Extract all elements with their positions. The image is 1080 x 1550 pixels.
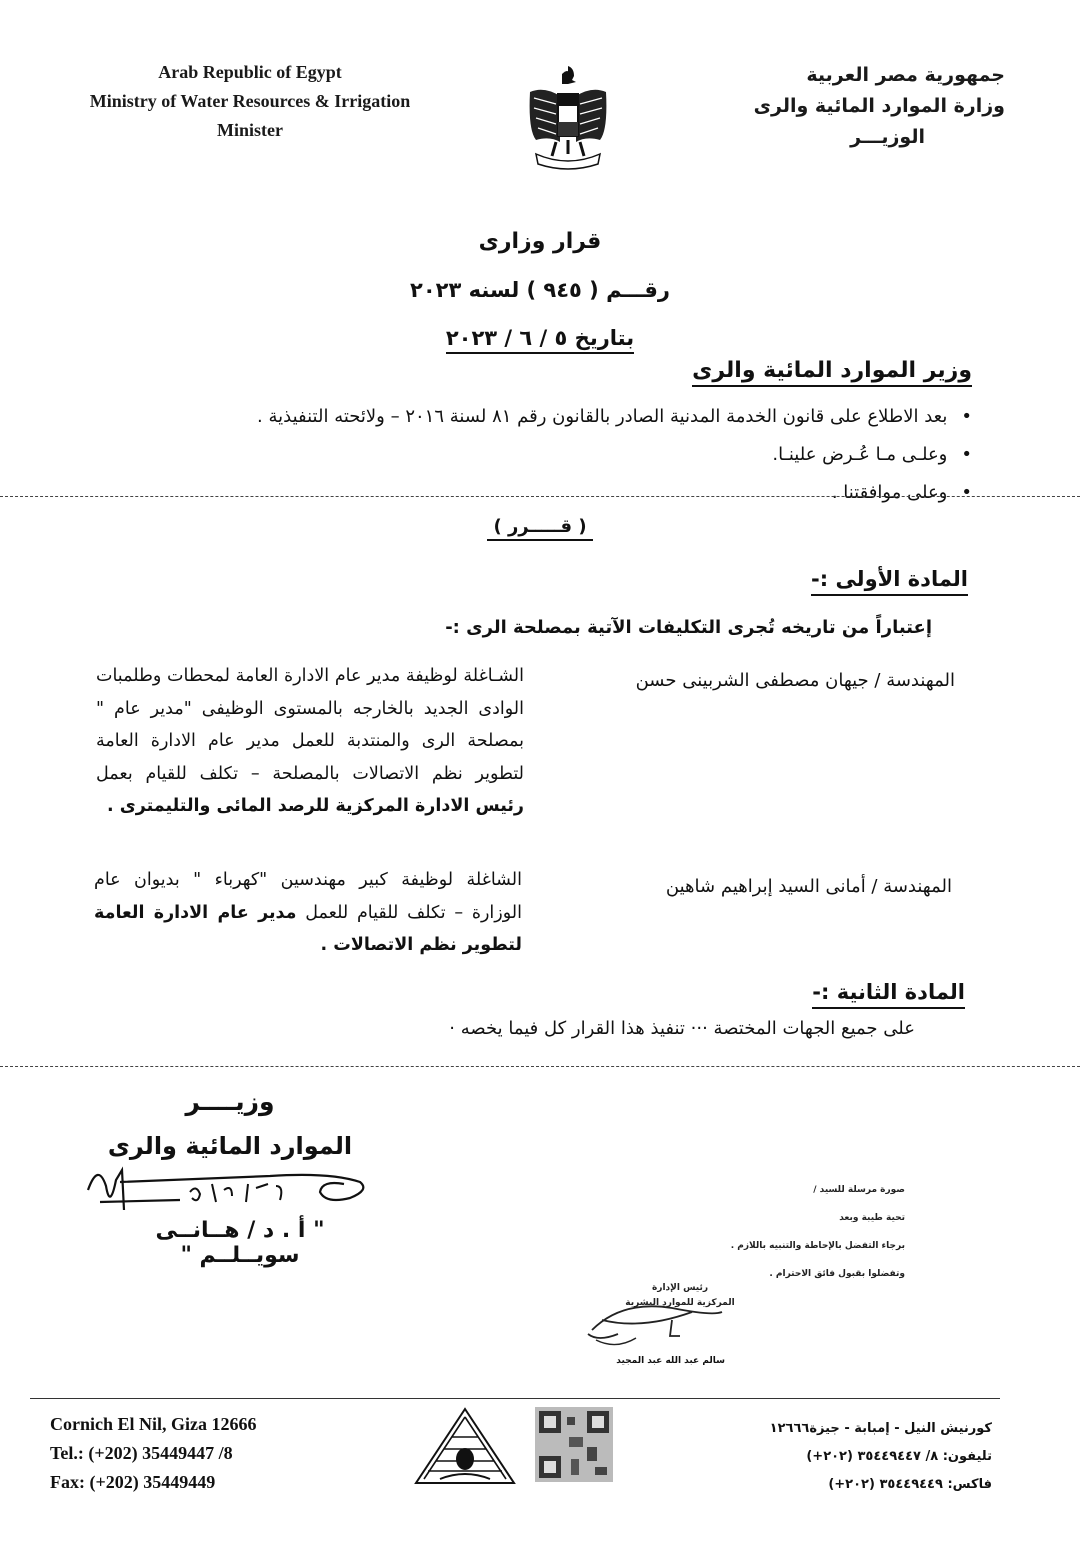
article-1-intro: إعتباراً من تاريخه تُجرى التكليفات الآتية بمصلحة الرى :- [445,617,932,638]
arabic-letterhead [685,60,1005,153]
minister-signature-block [100,1082,360,1170]
office-name-ar: الوزيـــر [850,126,925,148]
signature-ministry: الموارد المائية والرى [107,1132,353,1160]
ministry-pyramid-logo [410,1405,520,1487]
assignment-description: الشاغلة لوظيفة كبير مهندسين "كهرباء " بديوان عام الوزارة – تكلف للقيام للعمل مدير عام الادارة العامة لتطوير نظم الاتصالات . [94,870,522,955]
eagle-of-saladin-emblem [526,62,610,172]
decree-title: قرار وزارى [478,229,602,254]
decree-title-block [300,218,780,362]
footer-divider [30,1398,1000,1399]
phone-en: Tel.: (+202) 35449447 /8 [50,1443,233,1463]
qr-code-icon [535,1407,613,1482]
phone-ar: تليفون: ٨/ ٣٥٤٤٩٤٤٧ (٢٠٢+) [806,1449,992,1464]
hr-signature [582,1290,732,1360]
fax-ar: فاكس: ٣٥٤٤٩٤٤٩ (٢٠٢+) [828,1477,992,1492]
preamble-item: • بعد الاطلاع على قانون الخدمة المدنية الصادر بالقانون رقم ٨١ لسنة ٢٠١٦ – ولائحته التنفيذية . [102,398,972,436]
assignment-description: الشـاغلة لوظيفة مدير عام الادارة العامة لمحطات وطلمبات الوادى الجديد بالخارجه بالمستوى الوظيفى "مدير عام " بمصلحة الرى والمنتدبة للعمل مدير عام الادارة العامة لتطوير نظم الاتصالات بالمصلحة – تكلف للقيام بعمل رئيس الادارة المركزية للرصد المائى والتليمترى . [96,666,524,816]
preamble-list [102,398,972,512]
footer-contact-en [50,1410,257,1497]
preamble-item: • وعلـى مـا عُـرض علينـا. [102,436,972,474]
preamble-item: • وعلى موافقتنا . [102,474,972,512]
decree-number: رقـــم ( ٩٤٥ ) لسنه ٢٠٢٣ [410,278,670,302]
office-name-en: Minister [217,120,283,140]
handwritten-signature [80,1160,370,1220]
assignee-name: المهندسة / أمانى السيد إبراهيم شاهين [665,876,952,897]
divider-line [0,496,1080,497]
footer-contact-ar [732,1415,992,1499]
hr-head-title: رئيس الإدارة المركزية للموارد البشرية [625,1283,735,1308]
english-letterhead [40,58,460,145]
fax-en: Fax: (+202) 35449449 [50,1472,216,1492]
country-name-ar: جمهورية مصر العربية [806,64,1005,86]
assignee-name: المهندسة / جيهان مصطفى الشربينى حسن [635,670,955,691]
article-1-heading: المادة الأولى :- [811,567,968,596]
signature-title: وزيــــر [185,1087,275,1116]
divider-line [0,1066,1080,1067]
country-name-en: Arab Republic of Egypt [158,62,342,82]
ministry-name-ar: وزارة الموارد المائية والرى [753,95,1005,117]
article-2-text: على جميع الجهات المختصة ··· تنفيذ هذا القرار كل فيما يخصه · [449,1018,915,1039]
address-en: Cornich El Nil, Giza 12666 [50,1414,257,1434]
ministry-name-en: Ministry of Water Resources & Irrigation [89,91,411,111]
decree-date: بتاريخ ٥ / ٦ / ٢٠٢٣ [446,326,634,354]
hr-head-name: سالم عبد الله عبد المجيد [616,1356,725,1366]
copy-distribution-note: صورة مرسلة للسيد / تحية طيبة وبعد برجاء التفضل بالإحاطة والتنبيه باللازم . وتفضلوا بقبول فائق الاحترام . [730,1185,905,1279]
article-2-heading: المادة الثانية :- [812,980,965,1009]
issuer-heading: وزير الموارد المائية والرى [692,358,972,387]
minister-name: " أ . د / هــانــى سويــلــم " [155,1218,325,1268]
decided-heading: ( قـــــرر ) [487,516,592,541]
address-ar: كورنيش النيل - إمبابة - جيزة١٢٦٦٦ [769,1421,992,1436]
